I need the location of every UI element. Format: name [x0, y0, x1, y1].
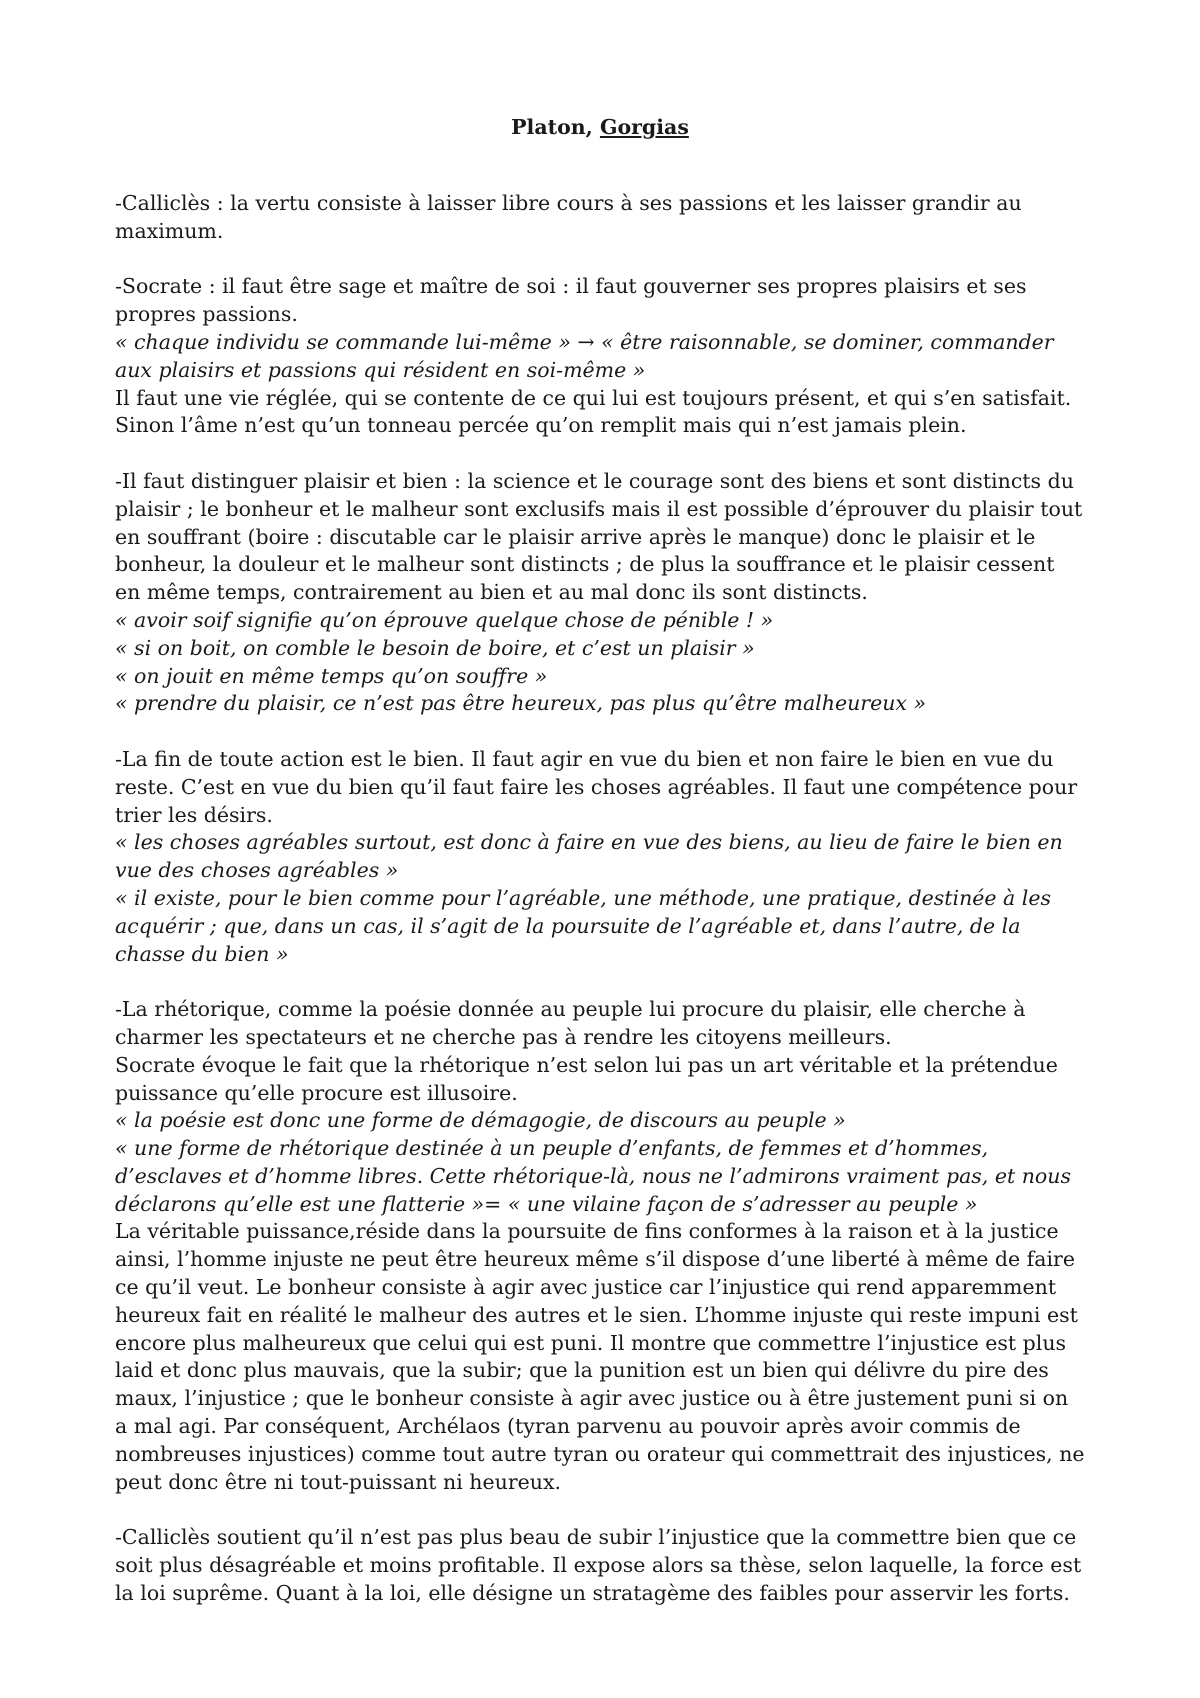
paragraph: -La fin de toute action est le bien. Il faut agir en vue du bien et non faire le bien en vue du reste. C’est en vue du bien qu’il faut faire les choses agréables. Il faut une compétence pour trier les désirs.	[115, 746, 1078, 827]
quote: « si on boit, on comble le besoin de boire, et c’est un plaisir »	[115, 635, 755, 660]
paragraph: Socrate évoque le fait que la rhétorique n’est selon lui pas un art véritable et la prétendue puissance qu’elle procure est illusoire.	[115, 1052, 1058, 1105]
title-work: Gorgias	[599, 115, 689, 139]
paragraph: Il faut une vie réglée, qui se contente de ce qui lui est toujours présent, et qui s’en satisfait. Sinon l’âme n’est qu’un tonneau percée qu’on remplit mais qui n’est jamais plein.	[115, 385, 1072, 438]
quote: « avoir soif signifie qu’on éprouve quelque chose de pénible ! »	[115, 607, 774, 632]
page-title	[115, 114, 1085, 142]
paragraph: -Il faut distinguer plaisir et bien : la science et le courage sont des biens et sont distincts du plaisir ; le bonheur et le malheur sont exclusifs mais il est possible d’éprouver du plaisir tout en souffrant (boire : discutable car le plaisir arrive après le manque) donc le plaisir et le bonheur, la douleur et le malheur sont distincts ; de plus la souffrance et le plaisir cessent en même temps, contrairement au bien et au mal donc ils sont distincts.	[115, 468, 1083, 605]
title-author: Platon,	[511, 115, 593, 139]
paragraph: -Calliclès : la vertu consiste à laisser libre cours à ses passions et les laisser grandir au maximum.	[115, 191, 1022, 243]
quote: « on jouit en même temps qu’on souffre »	[115, 663, 548, 688]
section-rhetorique	[115, 996, 1085, 1496]
quote: « la poésie est donc une forme de démagogie, de discours au peuple »	[115, 1108, 846, 1133]
section-callicles-force	[115, 1524, 1085, 1607]
section-fin-action	[115, 746, 1085, 968]
quote: « prendre du plaisir, ce n’est pas être heureux, pas plus qu’être malheureux »	[115, 691, 927, 716]
document-page	[115, 100, 1085, 1608]
section-callicles-vertu	[115, 190, 1085, 246]
quote: « il existe, pour le bien comme pour l’agréable, une méthode, une pratique, destinée à les acquérir ; que, dans un cas, il s’agit de la poursuite de l’agréable et, dans l’autre, de la chasse du bien »	[115, 885, 1052, 966]
quote: « chaque individu se commande lui-même » → « être raisonnable, se dominer, commander aux plaisirs et passions qui résident en soi-même »	[115, 329, 1054, 382]
paragraph: La véritable puissance,réside dans la poursuite de fins conformes à la raison et à la justice ainsi, l’homme injuste ne peut être heureux même s’il dispose d’une liberté à même de faire ce qu’il veut. Le bonheur consiste à agir avec justice car l’injustice qui rend apparemment heureux fait en réalité le malheur des autres et le sien. L’homme injuste qui reste impuni est encore plus malheureux que celui qui est puni. Il montre que commettre l’injustice est plus laid et donc plus mauvais, que la subir; que la punition est un bien qui délivre du pire des maux, l’injustice ; que le bonheur consiste à agir avec justice ou à être justement puni si on a mal agi. Par conséquent, Archélaos (tyran parvenu au pouvoir après avoir commis de nombreuses injustices) comme tout autre tyran ou orateur qui commettrait des injustices, ne peut donc être ni tout-puissant ni heureux.	[115, 1219, 1085, 1494]
section-socrate-sagesse	[115, 273, 1085, 440]
quote: « les choses agréables surtout, est donc à faire en vue des biens, au lieu de faire le bien en vue des choses agréables »	[115, 830, 1063, 883]
quote: « une forme de rhétorique destinée à un peuple d’enfants, de femmes et d’hommes, d’esclaves et d’homme libres. Cette rhétorique-là, nous ne l’admirons vraiment pas, et nous déclarons qu’elle est une flatterie »= « une vilaine façon de s’adresser au peuple »	[115, 1136, 1071, 1216]
paragraph: -La rhétorique, comme la poésie donnée au peuple lui procure du plaisir, elle cherche à charmer les spectateurs et ne cherche pas à rendre les citoyens meilleurs.	[115, 997, 1026, 1049]
paragraph: -Calliclès soutient qu’il n’est pas plus beau de subir l’injustice que la commettre bien que ce soit plus désagréable et moins profitable. Il expose alors sa thèse, selon laquelle, la force est la loi suprême. Quant à la loi, elle désigne un stratagème des faibles pour asservir les forts.	[115, 1525, 1082, 1605]
paragraph: -Socrate : il faut être sage et maître de soi : il faut gouverner ses propres plaisirs et ses propres passions.	[115, 274, 1027, 327]
section-plaisir-bien	[115, 468, 1085, 718]
